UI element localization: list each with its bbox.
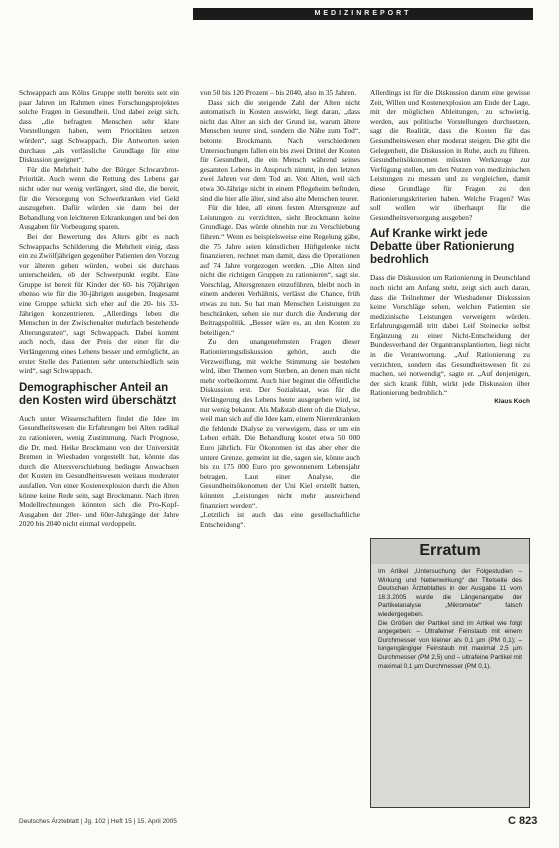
section-header: MEDIZINREPORT <box>193 8 533 20</box>
subheading: Auf Kranke wirkt jede Debatte über Rationierung bedrohlich <box>370 228 515 267</box>
erratum-title: Erratum <box>371 539 529 564</box>
erratum-box <box>370 538 530 808</box>
paragraph: Schwappach aus Kölns Gruppe stellt bereits seit ein paar Jahren im Rahmen eines Forschungsprojektes solche Fragen in Gesundheit. Und dabei zeigt sich, dass „die befragten Menschen sehr klare Vorstellungen haben, wem Prioritäten setzen würden“, sagt Schwappach. Die Antworten seien durchaus „als verlässliche Grundlage für eine Diskussion geeignet“. <box>19 88 179 165</box>
erratum-paragraph: Die Größen der Partikel sind im Artikel wie folgt angegeben: – Ultrafeiner Feinstaub mit einem Durchmesser von kleiner als 0,1 µm (PM 0,1); – lungengängiger Feinstaub mit maximal 2,5 µm Durchmesser (PM 2,5) und – ultrafeine Partikel mit maximal 0,1 µm Durchmesser (PM 0,1). <box>378 619 522 670</box>
paragraph: Für die Mehrheit habe der Bürger Schwarzbrot-Priorität. Auch wenn die Rettung des Lebens gar nicht oder nur wenig verlängert, sind die, die bereit, für die Versorgung von Schwerkranken viel Geld auszugeben. Dafür würden sie dann bei der Behandlung von leichteren Erkrankungen und bei den Ausgaben für Vorbeugung sparen. <box>19 164 179 232</box>
column-right <box>370 88 530 533</box>
author-signature: Klaus Koch <box>494 398 530 406</box>
paragraph: Dass sich die steigende Zahl der Alten nicht automatisch in Kosten auswirkt, liegt daran, „dass nicht das Alter an sich der Grund ist, warum ältere Menschen teurer sind, sondern die Nähe zum Tod“, betonte Brockmann. Nach verschiedenen Untersuchungen fallen ein bis zwei Drittel der Kosten für Gesundheit, die ein Mensch während seines gesamten Lebens in Anspruch nimmt, in den letzten zwei Jahren vor dem Tod an. Von Alten, weil sich etwa 30-Jährige nicht in einem Pflegeheim befinden, sind die hier alle älter, sind also alte Menschen teurer. <box>200 97 360 203</box>
paragraph: Dass die Diskussion um Rationierung in Deutschland noch nicht am Anfang steht, zeigt sich auch daran, dass die Teilnehmer der Wiesbadener Diskussion keine Vorschläge sehen, welchen Patienten sie medizinische Leistungen verweigern würden. Erfahrungsgemäß tritt dabei Leif Steinecke selbst Ergänzung zu einer Nicht-Entscheidung der Bundesverband der Organtransplantierten, liegt nicht in die Verantwortung. „Auf Rationierung zu verzichten, sondern das Gesundheitswesen fit zu machen, sei notwendig“, sagte er. „Auf denjenigen, der sich krank fühlt, wirkt jede Diskussion über Rationierung bedrohlich.“ <box>370 273 530 398</box>
erratum-paragraph: Im Artikel „Untersuchung der Folgestudien – Wirkung und Nebenwirkung“ der Titelseite des Deutschen Ärzteblattes in der Ausgabe 11 vom 18.3.2005 wurde die Längenangabe der Partikelanalyse „Mikrometer“ falsch wiedergegeben. <box>378 568 522 618</box>
erratum-text <box>371 564 529 675</box>
paragraph: Zu den unangenehmsten Fragen dieser Rationierungsdiskussion gehört, auch die Verzweiflung, mit welche Stimmung sie bestehen wird, über Themen vom Sterben, an denen man nicht mehr vorbeikommt. Auch hier beginnt die öffentliche Diskussion erst. Der Sozialstaat, was für die Verlängerung des Lebens heute ausgegeben wird, ist nur wenig bekannt. Als Maßstab dient oft die Dialyse, weil man sich auf die Idee kam, einem Nierenkranken die fehlende Dialyse zu verweigern, dass er um ein Leben erhält. Die Behandlung kostet etwa 50 000 Euro jährlich. Für Ökonomen ist das aber eher die untere Grenze, gemeint ist die, sagen sie, könne auch bis zu 175 000 Euro pro gewonnenem Lebensjahr betragen. Laut einer Analyse, die Gesundheitsökonomen der Uni Kiel erstellt hatten, könnten „Leistungen nicht mehr ausreichend finanziert werden“. <box>200 337 360 510</box>
paragraph: Bei der Bewertung des Alters gibt es nach Schwappachs Schilderung die Mehrheit einig, dass ein zu Zwölfjährigen gegenüber Patienten den Vorzug vor älteren gehen würden, wobei sie durchaus unterscheiden, ob der Schwerpunkt ergibt. Eine Gruppe ist bereit für Kinder der 60- bis 70jährigen ebenso wie für die 30-jährigen ausgeben. Insgesamt eine Gruppe schickt sich eher auf die 20- bis 33-Jährigen konzentrieren. „Allerdings leben die Menschen in der Zwischenalter mehrfach bestehende Alterungsraten“, sagt Schwappach. Dabei kommt auch noch, dass der Preis der einer für die Verlängerung eines Lebens besser und ermöglicht, an erster Stelle des Patienten sehr unterschiedlich sein wird“, sagt Schwappach. <box>19 231 179 376</box>
paragraph: „Letztlich ist auch das eine gesellschaftliche Entscheidung“. <box>200 510 360 529</box>
paragraph: Allerdings ist für die Diskussion darum eine gewisse Zeit, Willen und Kostenexplosion am Ende der Lage, mit der möglichen Ableitungen, zu schwierig, werden, aus politische Vorstellungen durchsetzen, sagt die Realität, dass die Kosten für das Gesundheitswesen eher moderat steigen. Die gibt die Gelegenheit, die Diskussion in Ruhe, auch zu führen. Gesundheitsökonomen müssten Werkzeuge zur Verfügung stellen, um den Nutzen von medizinischen Leistungen zu messen und zu vergleichen, damit diese Grundlage für Fragen zu den Rationierungskriterien haben. Welche Fragen? Was soll wollen wir überhaupt für die Gesundheitsversorgung ausgeben? <box>370 88 530 222</box>
column-middle <box>200 88 360 818</box>
column-left <box>19 88 179 818</box>
page-number: C 823 <box>508 815 538 827</box>
subheading: Demographischer Anteil an den Kosten wird überschätzt <box>19 381 177 407</box>
paragraph: Für die Idee, all einen festen Altersgrenze auf Leistungen zu verzichten, sieht Brockmann keine Grundlage. Das würde ohnehin nur zu Verschiebung führen.“ Wenn es beispielsweise eine Regelung gäbe, die 75 Jahre seien künstlichen Hüftgelenke nicht finanzieren, rechnet man damit, dass die Operationen auf 74 Jahre vorgezogen werden. „Die Alten sind nicht die richtigen Gruppen zu rationieren“, sagt sie. Vorschlag, Altersgrenzen einzuführen, bleibt noch in einem anderen Verhältnis, verlässt die Chance, früh etwas zu tun. So hat man Menschen Leistungen zu beschränken, sehen sie nur durch die Änderung der Beitragspolitik. „Besser wäre es, an den Kosten zu beteiligen.“ <box>200 203 360 337</box>
footer-citation: Deutsches Ärzteblatt | Jg. 102 | Heft 15 | 15. April 2005 <box>19 818 177 825</box>
paragraph: Auch unter Wissenschaftlern findet die Idee im Gesundheitswesen die Erfahrungen bei Alten radikal zu rationieren, wenig Zustimmung. Nach Prognose, die Dr. med. Heike Brockmann von der Universität Bremen in Wiesbaden vorgestellt hat, könnte das durch die Altersverschiebung bedingte Anwachsen der Kosten im Gesundheitswesen weitaus moderater ausfallen. Von einer Kostenexplosion durch die Alten könne keine Rede sein, sagt Brockmann. Nach ihren Modellrechnungen könnten sich die Pro-Kopf-Ausgaben der 20er- und 60er-Jahrgänge der Jahre 2020 bis 2040 nicht einmal verdoppeln. <box>19 413 179 529</box>
paragraph: von 50 bis 120 Prozent – bis 2040, also in 35 Jahren. <box>200 88 357 97</box>
